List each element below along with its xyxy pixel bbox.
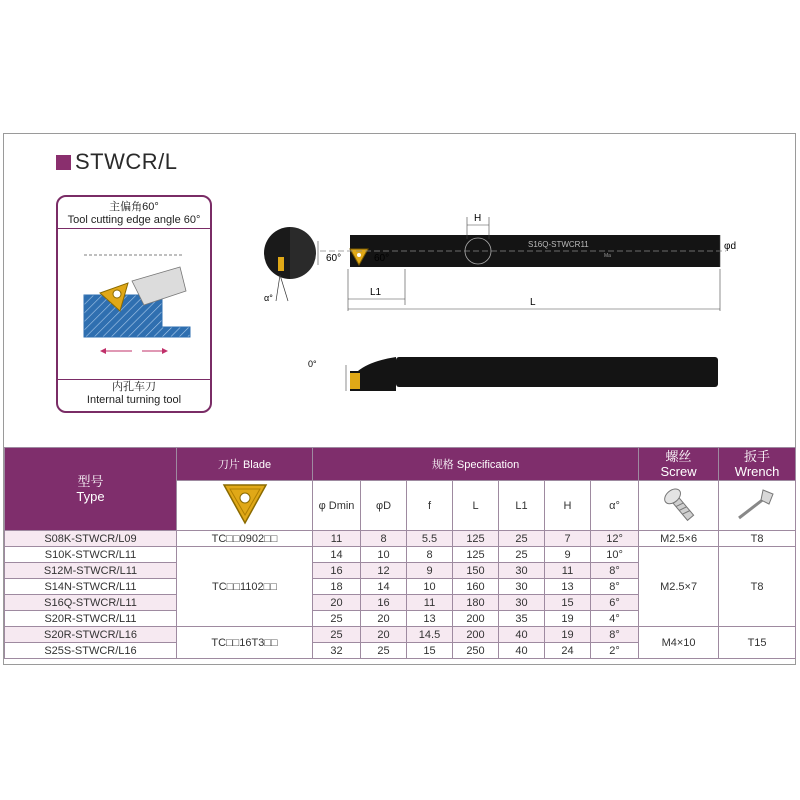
bottom-cn: 内孔车刀	[112, 381, 156, 393]
blade-group-1: TC□□0902□□	[177, 531, 313, 547]
type-header: 型号 Type	[5, 448, 177, 531]
blade-group-2: TC□□1102□□	[177, 547, 313, 627]
blade-insert-image	[177, 481, 313, 531]
diagram-bottom-caption	[58, 381, 210, 407]
diagram-caption	[58, 201, 210, 227]
wrench-group-3: T15	[719, 627, 796, 659]
table-row: S16Q-STWCR/L11 20 16 11 180 30 15 6°	[5, 595, 796, 611]
spec-table	[4, 447, 796, 659]
screw-image	[639, 481, 719, 531]
screw-group-2: M2.5×7	[639, 547, 719, 627]
angle-label-right: 60°	[374, 253, 390, 264]
phi-d-label: φd	[724, 241, 737, 252]
angle-label-left: 60°	[326, 253, 342, 264]
section-title	[56, 149, 178, 175]
spec-col-alpha: α°	[591, 481, 639, 531]
cutting-angle-diagram	[56, 195, 212, 413]
caption-cn: 主偏角60°	[109, 201, 159, 213]
spec-header: 规格 Specification	[313, 448, 639, 481]
blade-group-3: TC□□16T3□□	[177, 627, 313, 659]
screw-icon	[659, 484, 699, 524]
table-row: S20R-STWCR/L16 TC□□16T3□□ 25 20 14.5 200 40 19 8° M4×10 T15	[5, 627, 796, 643]
wrench-image	[719, 481, 796, 531]
table-row: S12M-STWCR/L11 16 12 9 150 30 11 8°	[5, 563, 796, 579]
zero-degree-label: 0°	[308, 359, 317, 369]
screw-group-1: M2.5×6	[639, 531, 719, 547]
triangle-insert-icon	[220, 481, 270, 527]
screw-header: 螺丝 Screw	[639, 448, 719, 481]
wrench-group-2: T8	[719, 547, 796, 627]
blade-header: 刀片 Blade	[177, 448, 313, 481]
table-row: S08K-STWCR/L09 TC□□0902□□ 11 8 5.5 125 25 7 12° M2.5×6 T8	[5, 531, 796, 547]
bar-engraving: S16Q-STWCR11	[528, 240, 589, 249]
spec-col-d: φD	[361, 481, 407, 531]
table-row: S25S-STWCR/L16 32 25 15 250 40 24 2°	[5, 643, 796, 659]
divider	[58, 228, 210, 229]
spec-col-L1: L1	[499, 481, 545, 531]
divider	[58, 379, 210, 380]
wrench-icon	[735, 484, 779, 524]
spec-col-L: L	[453, 481, 499, 531]
spec-col-H: H	[545, 481, 591, 531]
wrench-header: 扳手 Wrench	[719, 448, 796, 481]
L-label: L	[530, 297, 536, 308]
title-text: STWCR/L	[75, 149, 178, 174]
table-row: S14N-STWCR/L11 18 14 10 160 30 13 8°	[5, 579, 796, 595]
internal-turning-illustration	[62, 233, 208, 373]
title-square-icon	[56, 155, 71, 170]
boring-bar-drawing	[250, 205, 737, 405]
spec-col-f: f	[407, 481, 453, 531]
table-row: S20R-STWCR/L11 25 20 13 200 35 19 4°	[5, 611, 796, 627]
caption-en: Tool cutting edge angle 60°	[67, 214, 201, 226]
bar-brand: Ma	[604, 253, 611, 259]
wrench-group-1: T8	[719, 531, 796, 547]
screw-group-3: M4×10	[639, 627, 719, 659]
H-label: H	[474, 213, 482, 224]
bottom-en: Internal turning tool	[86, 394, 182, 406]
L1-label: L1	[370, 287, 382, 298]
alpha-label: α°	[264, 293, 273, 303]
table-row: S10K-STWCR/L11 TC□□1102□□ 14 10 8 125 25 9 10° M2.5×7 T8	[5, 547, 796, 563]
spec-col-dmin: φ Dmin	[313, 481, 361, 531]
